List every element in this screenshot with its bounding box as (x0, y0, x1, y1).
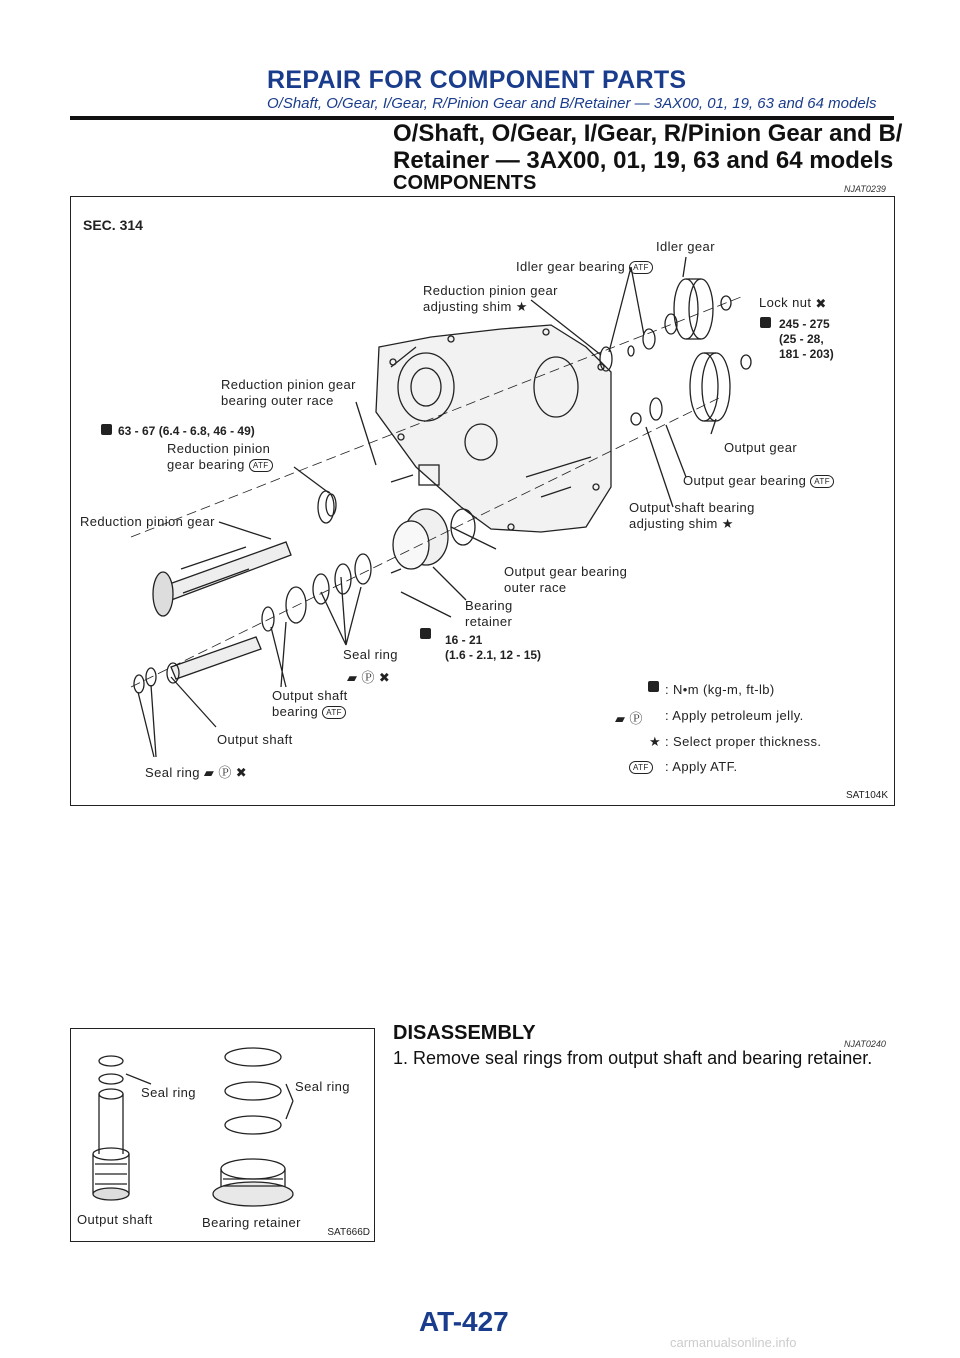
legend-star-icon: ★ (649, 734, 662, 749)
section-title-line1: O/Shaft, O/Gear, I/Gear, R/Pinion Gear and B/ (393, 120, 903, 147)
sec-label: SEC. 314 (83, 217, 143, 233)
header-title: REPAIR FOR COMPONENT PARTS (267, 66, 687, 94)
label-seal-ring-upper: Seal ring (343, 647, 398, 662)
label-lock-nut: Lock nut ✖ (759, 295, 827, 311)
components-heading: COMPONENTS (393, 172, 537, 194)
petroleum-icons-upper: ▰ Ⓟ ✖ (347, 670, 391, 685)
label-reduction-outer-race: Reduction pinion gear bearing outer race (221, 377, 356, 408)
label-reduction-bearing: Reduction pinion gear bearing ATF (167, 441, 273, 473)
fig2-bearing-retainer: Bearing retainer (202, 1215, 301, 1230)
fig2-output-shaft: Output shaft (77, 1212, 153, 1227)
fig2-seal-ring-right: Seal ring (295, 1079, 350, 1094)
label-idler-gear: Idler gear (656, 239, 715, 254)
fig2-code: SAT666D (327, 1227, 370, 1238)
disassembly-ref: NJAT0240 (844, 1039, 886, 1049)
atf-badge: ATF (322, 706, 346, 719)
torque-63: 63 - 67 (6.4 - 6.8, 46 - 49) (118, 424, 255, 438)
legend-thickness: : Select proper thickness. (665, 734, 822, 749)
legend-petroleum-icon: ▰ Ⓟ (615, 711, 643, 726)
label-output-gear: Output gear (724, 440, 798, 455)
label-idler-gear-bearing: Idler gear bearing ATF (516, 259, 653, 274)
star-icon: ★ (515, 299, 528, 314)
section-title (393, 120, 902, 174)
label-seal-ring-lower: Seal ring ▰ Ⓟ ✖ (145, 765, 248, 780)
seal-ring-figure (70, 1028, 375, 1242)
fig2-seal-ring-left: Seal ring (141, 1085, 196, 1100)
disassembly-step-1: 1. Remove seal rings from output shaft and bearing retainer. (393, 1048, 873, 1068)
legend-atf: : Apply ATF. (665, 759, 738, 774)
label-output-gear-bearing: Output gear bearing ATF (683, 473, 834, 488)
atf-badge: ATF (249, 459, 273, 472)
figure-code: SAT104K (845, 790, 888, 801)
replace-icon: ✖ (815, 295, 827, 311)
label-output-shaft-bearing: Output shaft bearing ATF (272, 688, 348, 719)
page-number: AT-427 (419, 1306, 509, 1337)
label-bearing-retainer: Bearing retainer (465, 598, 513, 629)
label-output-shaft-shim: Output shaft bearing adjusting shim ★ (629, 500, 755, 531)
seal-ring-diagram (71, 1029, 374, 1241)
components-ref: NJAT0239 (844, 184, 886, 194)
legend-torque: : N•m (kg-m, ft-lb) (665, 682, 775, 697)
atf-badge: ATF (629, 261, 653, 274)
label-output-shaft: Output shaft (217, 732, 293, 747)
legend-atf-icon: ATF (629, 759, 653, 774)
disassembly-heading: DISASSEMBLY (393, 1022, 536, 1044)
watermark[interactable]: carmanualsonline.info (670, 1335, 797, 1350)
torque-245: 245 - 275 (25 - 28, 181 - 203) (779, 317, 834, 361)
label-reduction-pinion-gear: Reduction pinion gear (80, 514, 215, 529)
components-figure (70, 196, 895, 806)
atf-badge: ATF (810, 475, 834, 488)
star-icon: ★ (721, 516, 734, 531)
header-subtitle: O/Shaft, O/Gear, I/Gear, R/Pinion Gear and B/Retainer — 3AX00, 01, 19, 63 and 64 models (267, 95, 877, 112)
section-title-line2: Retainer — 3AX00, 01, 19, 63 and 64 models (393, 147, 894, 174)
torque-16: 16 - 21 (1.6 - 2.1, 12 - 15) (445, 633, 542, 662)
legend-petroleum: : Apply petroleum jelly. (665, 708, 804, 723)
label-output-gear-outer-race: Output gear bearing outer race (504, 564, 628, 595)
label-reduction-shim: Reduction pinion gear adjusting shim ★ (423, 283, 558, 314)
